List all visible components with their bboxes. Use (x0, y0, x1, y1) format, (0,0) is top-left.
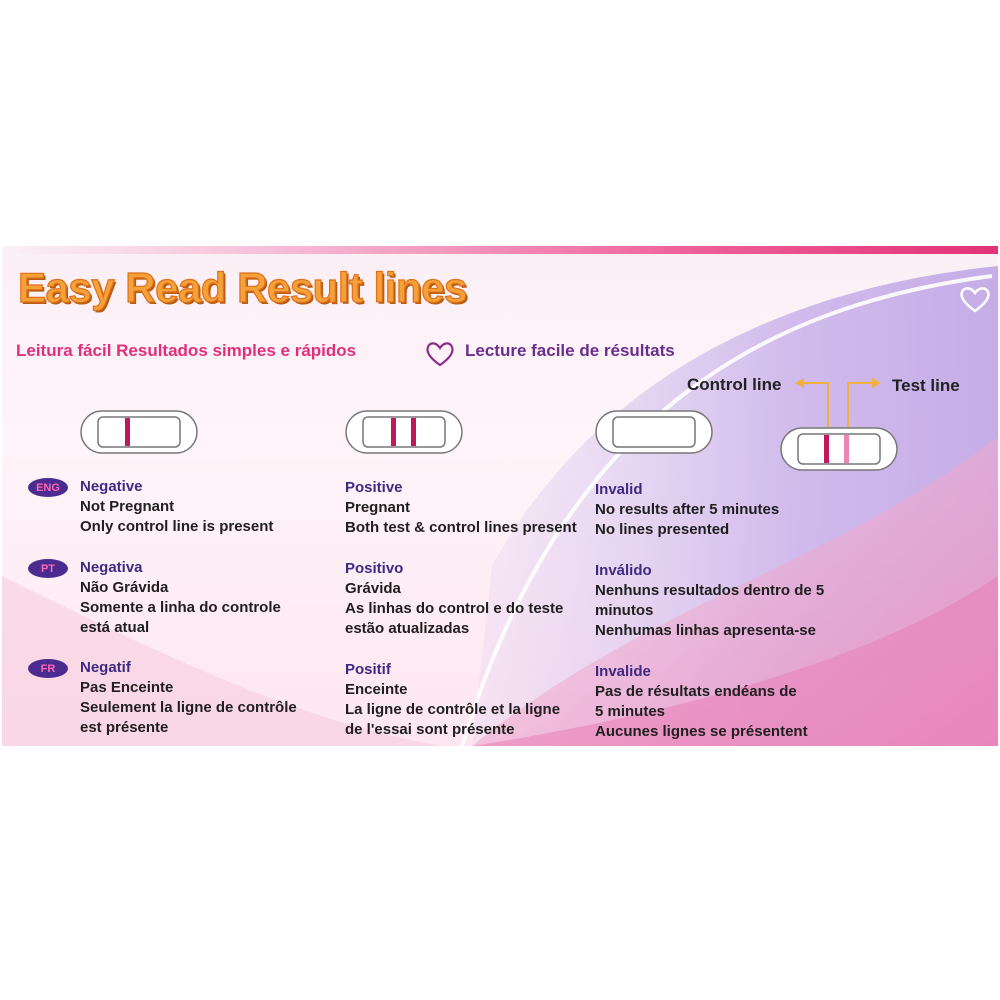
result-heading: Positivo (345, 560, 404, 577)
language-badge-fr: FR (28, 659, 68, 678)
result-line: est présente (80, 719, 169, 736)
test-line-label: Test line (892, 376, 960, 395)
result-line: estão atualizadas (345, 620, 470, 637)
eng-negative-text (80, 477, 273, 537)
subtitle-french: Lecture facile de résultats (465, 341, 675, 360)
result-heading: Inválido (595, 562, 652, 579)
positive-strip-diagram (345, 410, 465, 456)
result-line: Aucunes lignes se présentent (595, 723, 808, 740)
result-heading: Negativa (80, 559, 143, 576)
language-badge-pt: PT (28, 559, 68, 578)
invalid-strip-diagram (595, 410, 715, 456)
result-heading: Positive (345, 479, 403, 496)
heart-icon (958, 284, 992, 314)
result-line: La ligne de contrôle et la ligne (345, 701, 561, 718)
result-heading: Negative (80, 478, 143, 495)
control-line-label: Control line (687, 375, 782, 394)
eng-positive-text (345, 478, 577, 538)
result-line: Grávida (345, 580, 401, 597)
result-heading: Invalid (595, 481, 643, 498)
result-heading: Invalide (595, 663, 651, 680)
result-line: Only control line is present (80, 518, 274, 535)
result-line: Seulement la ligne de contrôle (80, 699, 297, 716)
pt-invalid-text (595, 561, 824, 641)
page-title: Easy Read Result lines (18, 264, 467, 311)
result-heading: Positif (345, 661, 391, 678)
fr-positive-text (345, 660, 560, 740)
result-line: está atual (80, 619, 150, 636)
result-line: No results after 5 minutes (595, 501, 780, 518)
result-line: Not Pregnant (80, 498, 175, 515)
result-line: de l'essai sont présente (345, 721, 515, 738)
result-line: Both test & control lines present (345, 519, 577, 536)
fr-invalid-text (595, 662, 808, 742)
result-line: No lines presented (595, 521, 730, 538)
result-line: 5 minutes (595, 703, 666, 720)
annotated-strip-diagram (780, 427, 900, 473)
language-badge-eng: ENG (28, 478, 68, 497)
pt-negative-text (80, 558, 281, 638)
result-line: As linhas do control e do teste (345, 600, 564, 617)
negative-strip-diagram (80, 410, 200, 456)
result-line: Somente a linha do controle (80, 599, 281, 616)
result-line: Pregnant (345, 499, 411, 516)
eng-invalid-text (595, 480, 779, 540)
pt-positive-text (345, 559, 563, 639)
result-line: Enceinte (345, 681, 408, 698)
result-line: Não Grávida (80, 579, 169, 596)
result-line: Nenhumas linhas apresenta-se (595, 622, 816, 639)
result-line: minutos (595, 602, 654, 619)
arrow-icon (790, 372, 885, 427)
result-line: Pas Enceinte (80, 679, 174, 696)
subtitle-portuguese: Leitura fácil Resultados simples e rápidos (16, 341, 357, 360)
heart-icon (424, 340, 456, 368)
fr-negative-text (80, 658, 297, 738)
result-line: Pas de résultats endéans de (595, 683, 797, 700)
result-heading: Negatif (80, 659, 131, 676)
result-line: Nenhuns resultados dentro de 5 (595, 582, 825, 599)
